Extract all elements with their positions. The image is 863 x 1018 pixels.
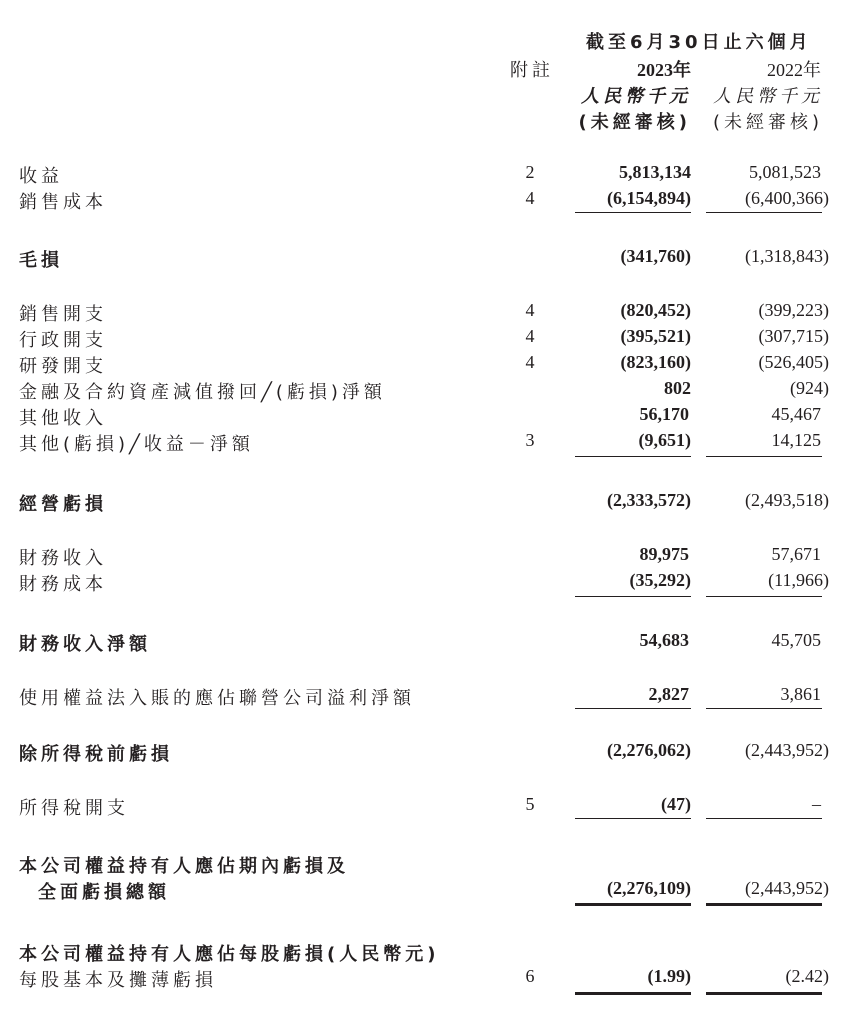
year-current-heading: 2023年 [637, 60, 691, 80]
subtotal-rule [706, 708, 822, 709]
row-current-loss-before-tax: (2,276,062) [607, 740, 691, 760]
row-label-total-comprehensive-loss-line2: 全面虧損總額 [38, 882, 170, 903]
row-current-income-tax: (47) [661, 794, 691, 814]
row-note-revenue: 2 [525, 162, 535, 182]
audit-current-heading: (未經審核) [578, 112, 691, 133]
row-prior-selling-expenses: (399,223) [758, 300, 829, 320]
row-prior-gross-loss: (1,318,843) [745, 246, 829, 266]
row-current-other-income: 56,170 [639, 404, 689, 424]
row-prior-total-comprehensive-loss: (2,443,952) [745, 878, 829, 898]
row-prior-net-finance-income: 45,705 [771, 630, 821, 650]
subtotal-rule [575, 818, 691, 819]
row-note-other-gains: 3 [525, 430, 535, 450]
row-note-rd-expenses: 4 [525, 352, 535, 372]
row-current-share-of-associates: 2,827 [648, 684, 689, 704]
row-current-finance-income: 89,975 [639, 544, 689, 564]
row-prior-loss-before-tax: (2,443,952) [745, 740, 829, 760]
row-label-net-finance-income: 財務收入淨額 [19, 634, 151, 655]
total-double-rule [575, 903, 691, 906]
row-note-eps: 6 [525, 966, 535, 986]
row-current-rd-expenses: (823,160) [620, 352, 691, 372]
row-label-finance-costs: 財務成本 [19, 574, 107, 595]
subtotal-rule [575, 596, 691, 597]
row-label-operating-loss: 經營虧損 [19, 494, 107, 515]
row-prior-impairment: (924) [790, 378, 829, 398]
row-prior-operating-loss: (2,493,518) [745, 490, 829, 510]
row-prior-revenue: 5,081,523 [749, 162, 821, 182]
row-label-eps: 每股基本及攤薄虧損 [19, 970, 217, 991]
row-note-income-tax: 5 [525, 794, 535, 814]
row-label-total-comprehensive-loss: 本公司權益持有人應佔期內虧損及 [19, 856, 349, 877]
subtotal-rule [706, 212, 822, 213]
subtotal-rule [706, 596, 822, 597]
row-prior-finance-costs: (11,966) [768, 570, 829, 590]
row-label-gross-loss: 毛損 [19, 250, 63, 271]
row-prior-other-income: 45,467 [771, 404, 821, 424]
subtotal-rule [575, 456, 691, 457]
row-prior-other-gains: 14,125 [771, 430, 821, 450]
row-prior-finance-income: 57,671 [771, 544, 821, 564]
row-label-finance-income: 財務收入 [19, 548, 107, 569]
row-label-cost-of-sales: 銷售成本 [19, 192, 107, 213]
row-prior-income-tax: – [812, 794, 821, 814]
row-current-cost-of-sales: (6,154,894) [607, 188, 691, 208]
subtotal-rule [706, 818, 822, 819]
note-column-heading: 附註 [510, 60, 554, 81]
period-heading: 截至6月30日止六個月 [586, 32, 812, 53]
subtotal-rule [575, 212, 691, 213]
total-double-rule [706, 903, 822, 906]
row-label-income-tax: 所得稅開支 [19, 798, 129, 819]
row-prior-share-of-associates: 3,861 [780, 684, 821, 704]
row-note-selling-expenses: 4 [525, 300, 535, 320]
row-current-other-gains: (9,651) [638, 430, 691, 450]
row-label-other-income: 其他收入 [19, 408, 107, 429]
row-current-total-comprehensive-loss: (2,276,109) [607, 878, 691, 898]
row-label-other-gains: 其他(虧損)╱收益－淨額 [19, 434, 254, 455]
subtotal-rule [706, 456, 822, 457]
total-double-rule [706, 992, 822, 995]
row-current-selling-expenses: (820,452) [620, 300, 691, 320]
audit-prior-heading: (未經審核) [712, 112, 823, 133]
row-current-finance-costs: (35,292) [629, 570, 691, 590]
row-note-cost-of-sales: 4 [525, 188, 535, 208]
row-prior-eps: (2.42) [785, 966, 829, 986]
row-label-share-of-associates: 使用權益法入賬的應佔聯營公司溢利淨額 [19, 688, 415, 709]
row-prior-rd-expenses: (526,405) [758, 352, 829, 372]
row-label-impairment: 金融及合約資產減值撥回╱(虧損)淨額 [19, 382, 386, 403]
row-current-admin-expenses: (395,521) [620, 326, 691, 346]
subtotal-rule [575, 708, 691, 709]
row-label-rd-expenses: 研發開支 [19, 356, 107, 377]
row-prior-admin-expenses: (307,715) [758, 326, 829, 346]
row-current-impairment: 802 [664, 378, 691, 398]
row-current-operating-loss: (2,333,572) [607, 490, 691, 510]
row-label-admin-expenses: 行政開支 [19, 330, 107, 351]
row-prior-cost-of-sales: (6,400,366) [745, 188, 829, 208]
row-label-revenue: 收益 [19, 166, 63, 187]
row-current-revenue: 5,813,134 [619, 162, 691, 182]
row-current-gross-loss: (341,760) [620, 246, 691, 266]
row-note-admin-expenses: 4 [525, 326, 535, 346]
currency-prior-heading: 人民幣千元 [713, 86, 823, 107]
row-label-eps-heading: 本公司權益持有人應佔每股虧損(人民幣元) [19, 944, 440, 965]
row-label-selling-expenses: 銷售開支 [19, 304, 107, 325]
row-label-loss-before-tax: 除所得稅前虧損 [19, 744, 173, 765]
year-prior-heading: 2022年 [767, 60, 821, 80]
currency-current-heading: 人民幣千元 [581, 86, 691, 107]
row-current-eps: (1.99) [647, 966, 691, 986]
total-double-rule [575, 992, 691, 995]
row-current-net-finance-income: 54,683 [639, 630, 689, 650]
